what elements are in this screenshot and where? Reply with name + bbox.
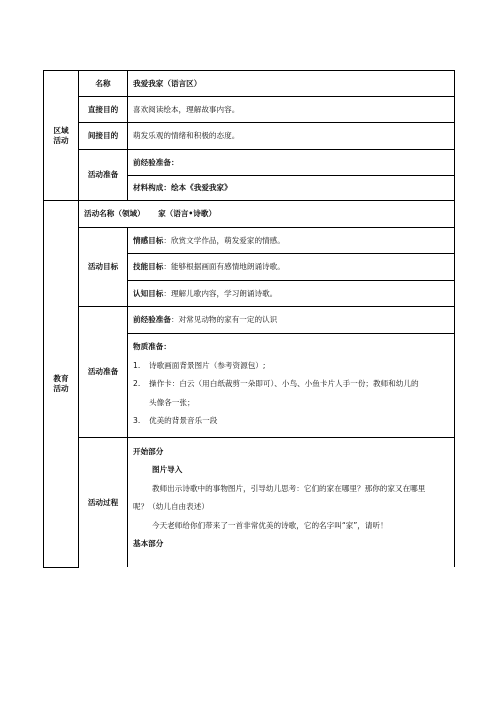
edu-prep-cell bbox=[128, 307, 455, 438]
area-materials: 材料构成：绘本《我爱我家》 bbox=[128, 176, 455, 201]
process-paragraph: 今天老师给你们带来了一首非常优美的诗歌，它的名字叫“家”，请听！ bbox=[152, 520, 388, 530]
lesson-plan-table bbox=[43, 70, 455, 568]
direct-goal-value: 喜欢阅读绘本，理解故事内容。 bbox=[128, 97, 455, 123]
education-activity-section-label: 教育活动 bbox=[44, 201, 79, 568]
basic-part-title: 基本部分 bbox=[133, 539, 164, 548]
name-value: 我爱我家（语言区） bbox=[128, 71, 455, 97]
area-experience-prep: 前经验准备： bbox=[128, 150, 455, 176]
direct-goal-label: 直接目的 bbox=[79, 97, 128, 123]
goals-label: 活动目标 bbox=[79, 228, 128, 307]
intro-title: 图片导入 bbox=[152, 465, 183, 474]
activity-name-value: 家（语言•诗歌） bbox=[158, 209, 217, 219]
process-paragraph: 教师出示诗歌中的事物图片，引导幼儿思考：它们的家在哪里？那你的家又在哪里 bbox=[152, 483, 426, 493]
activity-name-label: 活动名称（领域） bbox=[84, 209, 145, 219]
activity-name-row bbox=[79, 201, 455, 228]
area-prep-label: 活动准备 bbox=[79, 150, 128, 201]
goal-item: 认知目标：理解儿歌内容，学习朗诵诗歌。 bbox=[133, 289, 278, 298]
goals-cell bbox=[128, 228, 455, 307]
start-part-title: 开始部分 bbox=[133, 446, 164, 456]
material-item: 2. 操作卡：白云（用白纸裁剪一朵即可）、小鸟、小鱼卡片人手一份；教师和幼儿的 bbox=[133, 379, 419, 388]
area-activity-section-label: 区域活动 bbox=[44, 71, 79, 201]
material-prep-title: 物质准备： bbox=[133, 342, 171, 351]
material-prep bbox=[128, 334, 454, 437]
name-label: 名称 bbox=[79, 71, 128, 97]
edu-prep-label: 活动准备 bbox=[79, 307, 128, 438]
material-item-continued: 头像各一张； bbox=[149, 397, 195, 407]
process-label: 活动过程 bbox=[79, 437, 128, 567]
process-cell bbox=[128, 437, 455, 567]
material-item: 3. 优美的背景音乐一段 bbox=[133, 416, 218, 425]
indirect-goal-label: 间接目的 bbox=[79, 123, 128, 150]
goal-item: 情感目标：欣赏文学作品，萌发爱家的情感。 bbox=[128, 228, 454, 254]
experience-prep: 前经验准备：对常见动物的家有一定的认识 bbox=[128, 307, 454, 334]
goal-item: 技能目标：能够根据画面有感情地朗诵诗歌。 bbox=[128, 254, 454, 281]
process-paragraph-continued: 呢？（幼儿自由表述） bbox=[133, 502, 209, 511]
material-item: 1. 诗歌画面背景图片（参考资源包）; bbox=[133, 360, 266, 370]
indirect-goal-value: 萌发乐观的情绪和积极的态度。 bbox=[128, 123, 455, 150]
